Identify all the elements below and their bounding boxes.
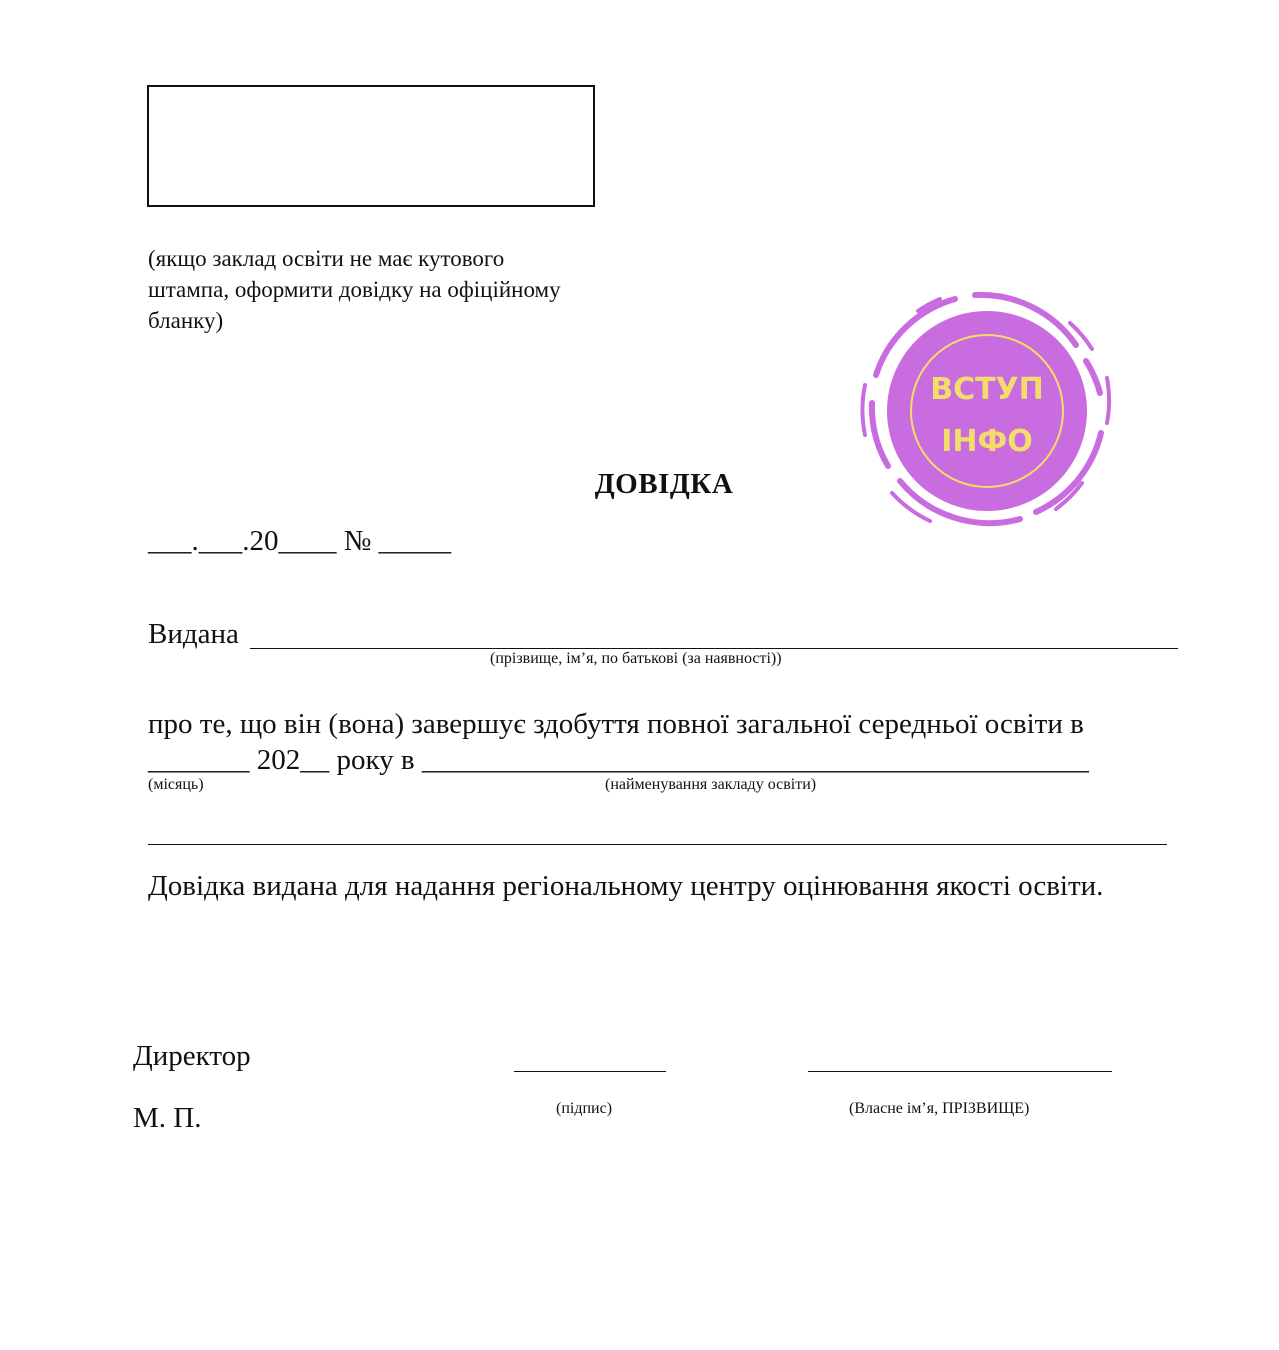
- stamp-note-line-1: (якщо заклад освіти не має кутового: [148, 246, 505, 271]
- signature-blank: [514, 1071, 666, 1072]
- statement-line-2: _______ 202__ року в ______________________________________________: [148, 744, 1089, 776]
- logo-text-line-1: ВСТУП: [930, 372, 1044, 407]
- name-blank: [808, 1071, 1112, 1072]
- issued-name-blank: [250, 648, 1178, 649]
- date-number-line: ___.___.20____ № _____: [148, 525, 452, 557]
- statement-extra-blank: [148, 844, 1167, 845]
- month-hint: (місяць): [148, 776, 204, 793]
- stamp-note-line-2: штампа, оформити довідку на офіційному: [148, 277, 561, 302]
- signature-hint: (підпис): [556, 1100, 613, 1117]
- school-name-hint: (найменування закладу освіти): [605, 776, 817, 793]
- stamp-note: [148, 243, 628, 336]
- issued-label: Видана: [148, 618, 239, 650]
- document-title: ДОВІДКА: [594, 468, 734, 500]
- statement-line-1: про те, що він (вона) завершує здобуття повної загальної середньої освіти в: [148, 708, 1084, 740]
- mp-label: М. П.: [133, 1102, 202, 1134]
- name-hint: (Власне ім’я, ПРІЗВИЩЕ): [849, 1100, 1030, 1117]
- purpose-text: Довідка видана для надання регіональному центру оцінювання якості освіти.: [148, 870, 1104, 902]
- logo-text-line-2: ІНФО: [941, 424, 1033, 459]
- corner-stamp-placeholder: [147, 85, 595, 207]
- stamp-note-line-3: бланку): [148, 308, 224, 333]
- issued-name-hint: (прізвище, ім’я, по батькові (за наявності)): [490, 650, 782, 667]
- director-label: Директор: [133, 1040, 251, 1072]
